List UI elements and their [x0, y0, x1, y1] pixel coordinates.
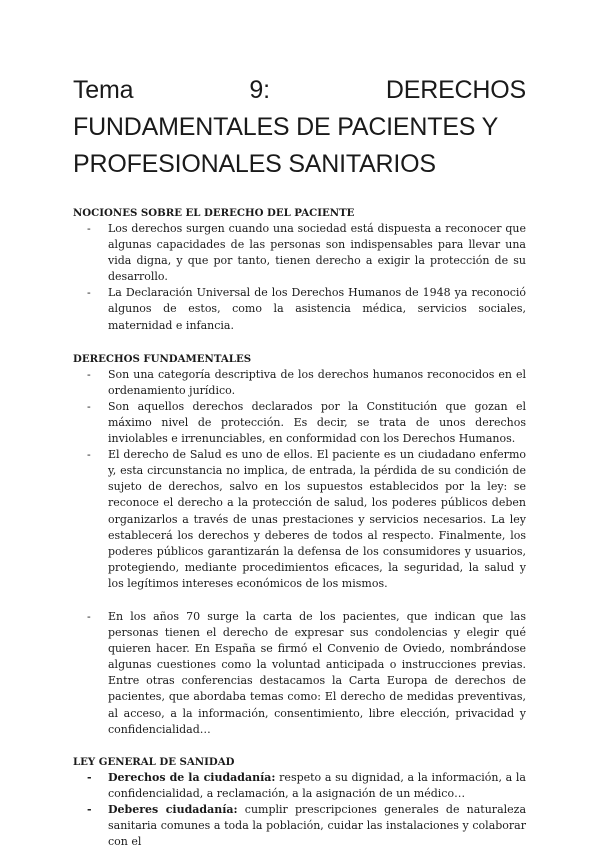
list-item [73, 399, 526, 447]
section-heading-fundamentales: DERECHOS FUNDAMENTALES [73, 352, 252, 365]
title-line-1 [73, 72, 526, 109]
list-item-text: Son una categoría descriptiva de los derechos humanos reconocidos en el ordenamiento jurídico. [108, 367, 526, 397]
list-item-lead: Deberes ciudadanía: [108, 802, 238, 816]
section-spacer [73, 334, 526, 351]
document-body [73, 205, 526, 850]
list-item [73, 285, 526, 333]
list-item-text: Los derechos surgen cuando una sociedad está dispuesta a reconocer que algunas capacidades de las personas son indispensables para llevar una vida digna, y que por tanto, tienen derecho a exigir la protección de su desarrollo. [108, 222, 526, 284]
list-fundamentales-continued [73, 609, 526, 738]
list-item [73, 802, 526, 850]
title-word-tema: Tema [73, 76, 134, 104]
section-heading-ley: LEY GENERAL DE SANIDAD [73, 755, 235, 768]
bullet-dash: - [87, 802, 92, 816]
bullet-dash: - [87, 222, 91, 235]
title-line-3: PROFESIONALES SANITARIOS [73, 150, 436, 178]
list-fundamentales [73, 367, 526, 592]
list-item-text: cumplir prescripciones generales de naturaleza sanitaria comunes a toda la población, cuidar las instalaciones y colaborar con el [108, 802, 527, 849]
list-ley [73, 770, 526, 850]
section-spacer [73, 738, 526, 754]
bullet-dash: - [87, 448, 91, 462]
page-title [73, 72, 526, 183]
list-item-text: respeto a su dignidad, a la información, a la confidencialidad, a reclamación, a la asignación de un médico… [108, 770, 526, 800]
list-item-text: En los años 70 surge la carta de los pacientes, que indican que las personas tienen el derecho de expresar sus condolencias y elegir qué quieren hacer. En España se firmó el Convenio de Oviedo, nombrándose algunas cuestiones como la voluntad anticipada o instrucciones previas. Entre otras conferencias destacamos la Carta Europa de derechos de pacientes, que abordaba temas como: El derecho de medidas preventivas, al acceso, a la información, consentimiento, libre elección, privacidad y confidencialidad… [108, 609, 526, 736]
bullet-dash: - [87, 286, 91, 300]
list-item [73, 770, 526, 802]
list-item [73, 221, 526, 285]
list-item-text: El derecho de Salud es uno de ellos. El paciente es un ciudadano enfermo y, esta circunstancia no implica, de entrada, la pérdida de su condición de sujeto de derechos, salvo en los supuestos establecidos por la ley: se reconoce el derecho a la protección de salud, los poderes públicos deben organizarlos a través de unas prestaciones y servicios necesarios. La ley establecerá los derechos y deberes de todos al respecto. Finalmente, los poderes públicos garantizarán la defensa de los consumidores y usuarios, protegiendo, mediante procedimientos eficaces, la seguridad, la salud y los legítimos intereses económicos de los mismos. [108, 448, 526, 590]
paragraph-spacer [73, 592, 526, 609]
list-item [73, 367, 526, 399]
list-item [73, 609, 526, 738]
list-item-lead: Derechos de la ciudadanía: [108, 770, 276, 784]
bullet-dash: - [87, 367, 91, 381]
title-line-2: FUNDAMENTALES DE PACIENTES Y [73, 113, 499, 141]
bullet-dash: - [87, 399, 91, 413]
bullet-dash: - [87, 609, 91, 623]
bullet-dash: - [87, 770, 92, 784]
title-word-number: 9: [249, 76, 270, 104]
section-heading-nociones: NOCIONES SOBRE EL DERECHO DEL PACIENTE [73, 207, 355, 219]
list-item-text: La Declaración Universal de los Derechos Humanos de 1948 ya reconoció algunos de estos, como la asistencia médica, servicios sociales, maternidad e infancia. [108, 286, 526, 332]
list-item-text: Son aquellos derechos declarados por la Constitución que gozan el máximo nivel de protección. Es decir, se trata de unos derechos inviolables e irrenunciables, en conformidad con los Derechos Humanos. [108, 399, 526, 446]
list-nociones [73, 221, 526, 334]
list-item [73, 447, 526, 592]
title-word-derechos: DERECHOS [385, 76, 526, 104]
